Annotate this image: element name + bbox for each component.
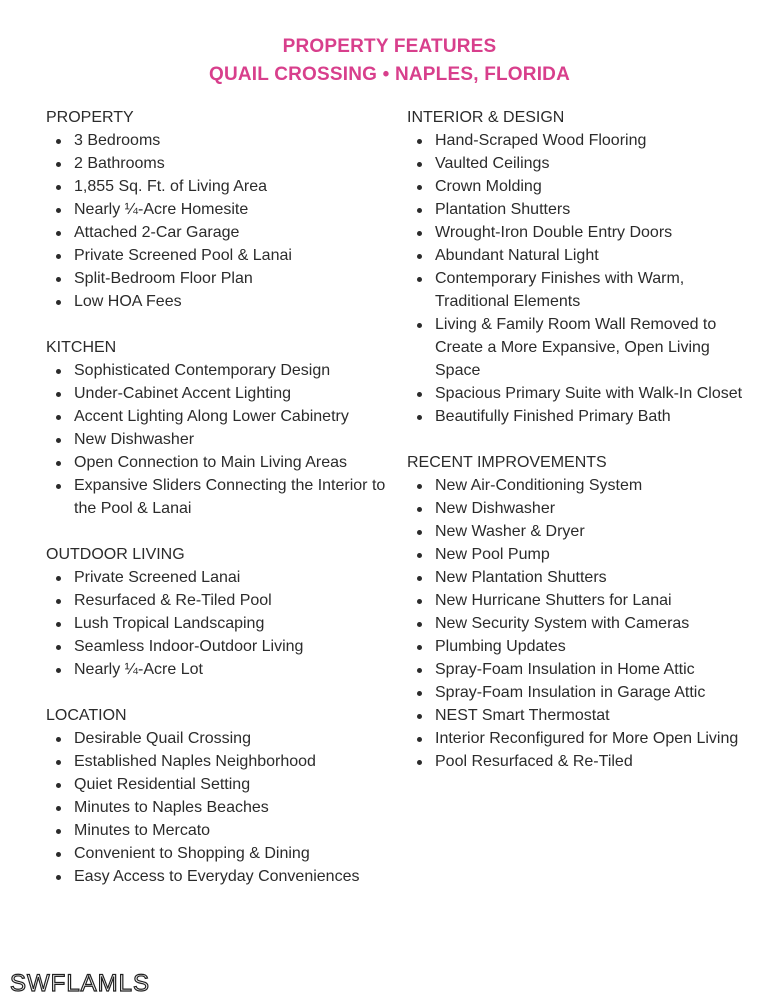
list-item: New Pool Pump (407, 543, 757, 566)
section-heading: OUTDOOR LIVING (46, 546, 185, 563)
list-item: New Dishwasher (407, 497, 757, 520)
list-item: Plantation Shutters (407, 198, 757, 221)
list-item: Living & Family Room Wall Removed to Create a More Expansive, Open Living Space (407, 313, 757, 382)
watermark: SWFLAMLS (10, 970, 151, 997)
list-item: 3 Bedrooms (46, 129, 386, 152)
list-item: New Hurricane Shutters for Lanai (407, 589, 757, 612)
list-item: Sophisticated Contemporary Design (46, 359, 386, 382)
list-item: Contemporary Finishes with Warm, Traditional Elements (407, 267, 757, 313)
list-item: Interior Reconfigured for More Open Living (407, 727, 757, 750)
list-item: Plumbing Updates (407, 635, 757, 658)
list-item: Open Connection to Main Living Areas (46, 451, 386, 474)
list-item: Attached 2-Car Garage (46, 221, 386, 244)
list-item: 1,855 Sq. Ft. of Living Area (46, 175, 386, 198)
list-item: Hand-Scraped Wood Flooring (407, 129, 757, 152)
list-item: Easy Access to Everyday Conveniences (46, 865, 386, 888)
feature-list (407, 129, 757, 428)
list-item: New Washer & Dryer (407, 520, 757, 543)
section-heading: KITCHEN (46, 339, 117, 356)
section-heading: LOCATION (46, 707, 127, 724)
section-outdoor-living (46, 543, 386, 681)
list-item: Crown Molding (407, 175, 757, 198)
list-item: Convenient to Shopping & Dining (46, 842, 386, 865)
left-column (46, 106, 386, 911)
section-heading: PROPERTY (46, 109, 134, 126)
list-item: Private Screened Pool & Lanai (46, 244, 386, 267)
list-item: Minutes to Naples Beaches (46, 796, 386, 819)
right-column (407, 106, 757, 796)
feature-list (46, 359, 386, 520)
list-item: Wrought-Iron Double Entry Doors (407, 221, 757, 244)
section-heading: RECENT IMPROVEMENTS (407, 454, 607, 471)
list-item: Accent Lighting Along Lower Cabinetry (46, 405, 386, 428)
section-location (46, 704, 386, 888)
list-item: Resurfaced & Re-Tiled Pool (46, 589, 386, 612)
list-item: Minutes to Mercato (46, 819, 386, 842)
list-item: Pool Resurfaced & Re-Tiled (407, 750, 757, 773)
list-item: Beautifully Finished Primary Bath (407, 405, 757, 428)
list-item: New Plantation Shutters (407, 566, 757, 589)
list-item: Nearly ¼-Acre Lot (46, 658, 386, 681)
list-item: Under-Cabinet Accent Lighting (46, 382, 386, 405)
section-property (46, 106, 386, 313)
section-recent-improvements (407, 451, 757, 773)
page-subtitle: QUAIL CROSSING • NAPLES, FLORIDA (208, 64, 571, 85)
list-item: New Dishwasher (46, 428, 386, 451)
list-item: NEST Smart Thermostat (407, 704, 757, 727)
feature-list (46, 129, 386, 313)
list-item: Abundant Natural Light (407, 244, 757, 267)
list-item: Seamless Indoor-Outdoor Living (46, 635, 386, 658)
list-item: Desirable Quail Crossing (46, 727, 386, 750)
list-item: Lush Tropical Landscaping (46, 612, 386, 635)
list-item: Nearly ¼-Acre Homesite (46, 198, 386, 221)
list-item: Low HOA Fees (46, 290, 386, 313)
list-item: Spacious Primary Suite with Walk-In Closet (407, 382, 757, 405)
section-kitchen (46, 336, 386, 520)
feature-list (46, 566, 386, 681)
list-item: New Air-Conditioning System (407, 474, 757, 497)
list-item: Private Screened Lanai (46, 566, 386, 589)
list-item: Quiet Residential Setting (46, 773, 386, 796)
list-item: 2 Bathrooms (46, 152, 386, 175)
feature-list (407, 474, 757, 773)
section-heading: INTERIOR & DESIGN (407, 109, 565, 126)
list-item: Spray-Foam Insulation in Garage Attic (407, 681, 757, 704)
list-item: Established Naples Neighborhood (46, 750, 386, 773)
section-interior-design (407, 106, 757, 428)
list-item: New Security System with Cameras (407, 612, 757, 635)
feature-list (46, 727, 386, 888)
page-title: PROPERTY FEATURES (282, 36, 497, 57)
list-item: Split-Bedroom Floor Plan (46, 267, 386, 290)
list-item: Vaulted Ceilings (407, 152, 757, 175)
list-item: Expansive Sliders Connecting the Interior to the Pool & Lanai (46, 474, 386, 520)
list-item: Spray-Foam Insulation in Home Attic (407, 658, 757, 681)
